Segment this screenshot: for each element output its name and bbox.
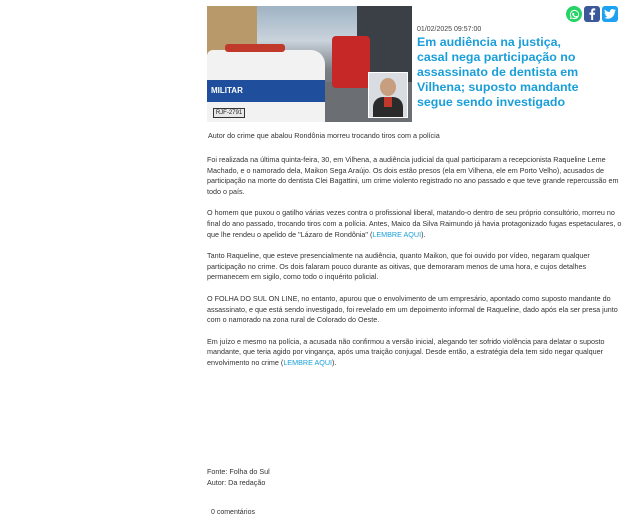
article-paragraph: Foi realizada na última quinta-feira, 30, em Vilhena, a audiência judicial da qual participaram a recepcionista Raqueline Leme Machado, e o namorado dela, Maikon Sega Araújo. Os dois estão presos (ela em Vilhena, ele em Porto Velho), acusados de participação na morte do dentista Clei Bagattini, um crime violento registrado no ano passado e que teve grande repercussão em todo o país. [207, 155, 619, 196]
facebook-icon [587, 8, 597, 20]
police-car-lights [225, 44, 285, 52]
image-caption: Autor do crime que abalou Rondônia morreu trocando tiros com a polícia [208, 131, 440, 140]
article-source: Fonte: Folha do Sul [207, 467, 270, 476]
photo-police-car [207, 50, 325, 122]
article-paragraph-end: ). [332, 357, 337, 367]
police-car-text: MILITAR [211, 86, 243, 95]
lembre-aqui-link[interactable]: LEMBRE AQUI [372, 229, 422, 239]
facebook-share-button[interactable] [584, 6, 600, 22]
lembre-aqui-link[interactable]: LEMBRE AQUI [283, 357, 333, 367]
article-paragraph-text: O homem que puxou o gatilho várias vezes contra o profissional liberal, matando-o dentro de seu próprio consultório, morreu no final do ano passado, trocando tiros com a polícia. Antes, Maico da Silva Raimundo já havia protagonizado fugas espetaculares, o que lhe rendeu o apelido de "Lázaro de Rondônia" ( [207, 208, 622, 239]
share-bar [566, 6, 618, 22]
article-paragraph-end: ). [421, 229, 426, 239]
article-hero-image [207, 6, 412, 122]
twitter-icon [604, 9, 616, 19]
inset-portrait-collar [384, 97, 392, 107]
whatsapp-share-button[interactable] [566, 6, 582, 22]
inset-portrait [368, 72, 408, 118]
inset-portrait-head [380, 78, 396, 96]
article-headline: Em audiência na justiça, casal nega participação no assassinato de dentista em Vilhena; suposto mandante segue sendo investigado [417, 35, 579, 109]
article-paragraph: O FOLHA DO SUL ON LINE, no entanto, apurou que o envolvimento de um empresário, apontado como suposto mandante do assassinato, e que está sendo investigado, foi revelado em um depoimento informal de Raqueline, dado após ela ser presa junto com o namorado na zona rural de Colorado do Oeste. [207, 293, 618, 325]
article-paragraph [207, 208, 627, 240]
article-timestamp: 01/02/2025 09:57:00 [417, 26, 482, 33]
twitter-share-button[interactable] [602, 6, 618, 22]
article-author: Autor: Da redação [207, 477, 266, 487]
article-paragraph: Tanto Raqueline, que esteve presencialmente na audiência, quanto Maikon, que foi ouvido por vídeo, negaram qualquer participação no crime. Os dois falaram pouco durante as oitivas, que demoraram menos de uma hora, e cujos detalhes permanecem em sigilo, como todo o inquérito policial. [207, 251, 590, 282]
article-meta [207, 467, 270, 488]
police-car-plate: RJF-2791 [213, 108, 245, 118]
comments-count[interactable]: 0 comentários [211, 509, 255, 516]
whatsapp-icon [569, 9, 580, 20]
photo-fire-truck [332, 36, 370, 88]
article-body [207, 155, 627, 380]
article-paragraph-text: Em juízo e mesmo na polícia, a acusada não confirmou a versão inicial, alegando ter sofrido violência para delatar o suposto mandante, que teria agido por vingança, após uma traição conjugal. Desde então, a estratégia dela tem sido negar qualquer envolvimento no crime ( [207, 336, 605, 367]
article-paragraph [207, 337, 627, 369]
